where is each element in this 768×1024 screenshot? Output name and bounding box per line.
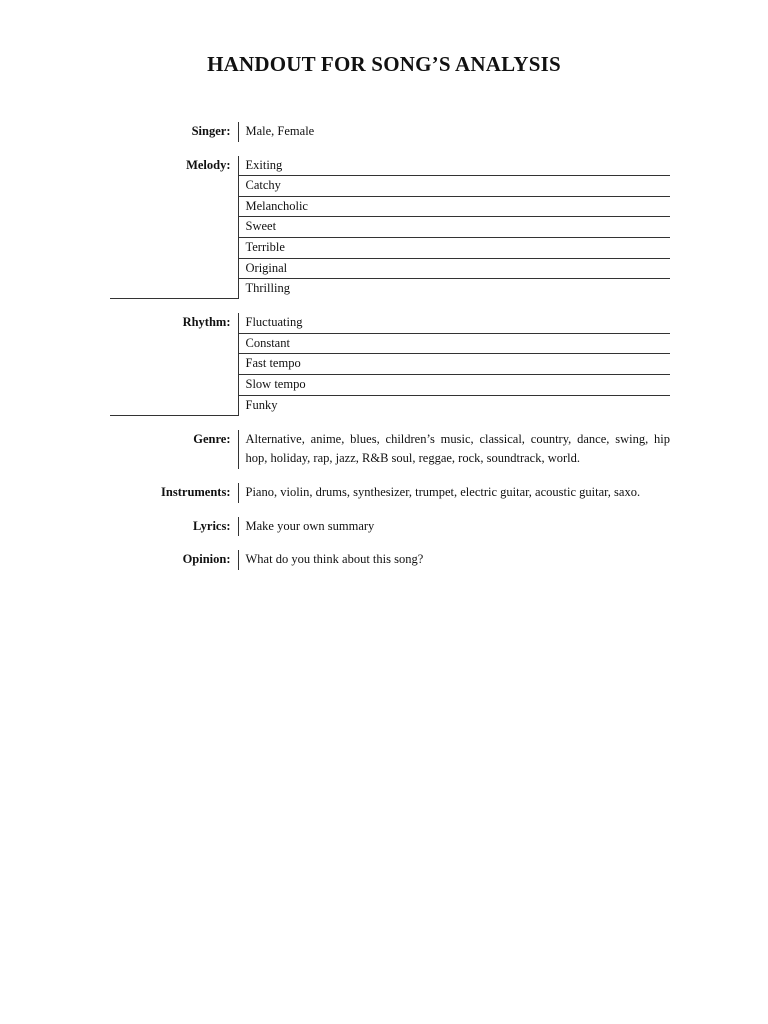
- rhythm-label: Rhythm:: [110, 313, 238, 333]
- melody-option-thrilling: Thrilling: [245, 281, 290, 296]
- page-title: HANDOUT FOR SONG’S ANALYSIS: [207, 52, 561, 76]
- melody-option-original: Original: [238, 258, 670, 279]
- melody-row: [110, 279, 670, 299]
- opinion-label: Opinion:: [110, 550, 238, 570]
- rhythm-option-constant: Constant: [238, 333, 670, 354]
- instruments-label: Instruments:: [110, 483, 238, 503]
- rhythm-row: [110, 333, 670, 354]
- singer-value: Male, Female: [245, 124, 315, 138]
- melody-option-sweet: Sweet: [238, 217, 670, 238]
- opinion-value: What do you think about this song?: [245, 552, 424, 567]
- rhythm-row: [110, 375, 670, 396]
- melody-row: [110, 237, 670, 258]
- row-spacer: [110, 503, 670, 517]
- instruments-value: Piano, violin, drums, synthesizer, trumpet, electric guitar, acoustic guitar, saxo.: [245, 484, 641, 499]
- row-spacer: [110, 142, 670, 156]
- melody-row: [110, 217, 670, 238]
- rhythm-option-fluctuating: Fluctuating: [238, 313, 670, 333]
- melody-option-exiting: Exiting: [238, 156, 670, 176]
- rhythm-option-slow-tempo: Slow tempo: [238, 375, 670, 396]
- rhythm-option-funky: Funky: [245, 397, 278, 412]
- melody-option-catchy: Catchy: [238, 176, 670, 197]
- melody-option-melancholic: Melancholic: [238, 196, 670, 217]
- row-spacer: [110, 536, 670, 550]
- song-analysis-table: [110, 122, 670, 570]
- rhythm-row: [110, 313, 670, 333]
- melody-row: [110, 176, 670, 197]
- lyrics-row: [110, 517, 670, 537]
- row-spacer: [110, 469, 670, 483]
- melody-row: [110, 156, 670, 176]
- genre-label: Genre:: [110, 430, 238, 469]
- lyrics-value: Make your own summary: [245, 518, 375, 533]
- row-spacer: [110, 415, 670, 430]
- opinion-row: [110, 550, 670, 570]
- row-spacer: [110, 299, 670, 314]
- rhythm-row: [110, 354, 670, 375]
- melody-label: Melody:: [110, 156, 238, 176]
- genre-value: Alternative, anime, blues, children’s music, classical, country, dance, swing, hip hop, holiday, rap, jazz, R&B soul, reggae, rock, soundtrack, world.: [245, 431, 670, 466]
- genre-row: [110, 430, 670, 469]
- melody-option-terrible: Terrible: [238, 237, 670, 258]
- rhythm-option-fast-tempo: Fast tempo: [238, 354, 670, 375]
- melody-row: [110, 196, 670, 217]
- instruments-row: [110, 483, 670, 503]
- rhythm-row: [110, 395, 670, 415]
- singer-label: Singer:: [110, 122, 238, 142]
- lyrics-label: Lyrics:: [110, 517, 238, 537]
- singer-row: [110, 122, 670, 142]
- melody-row: [110, 258, 670, 279]
